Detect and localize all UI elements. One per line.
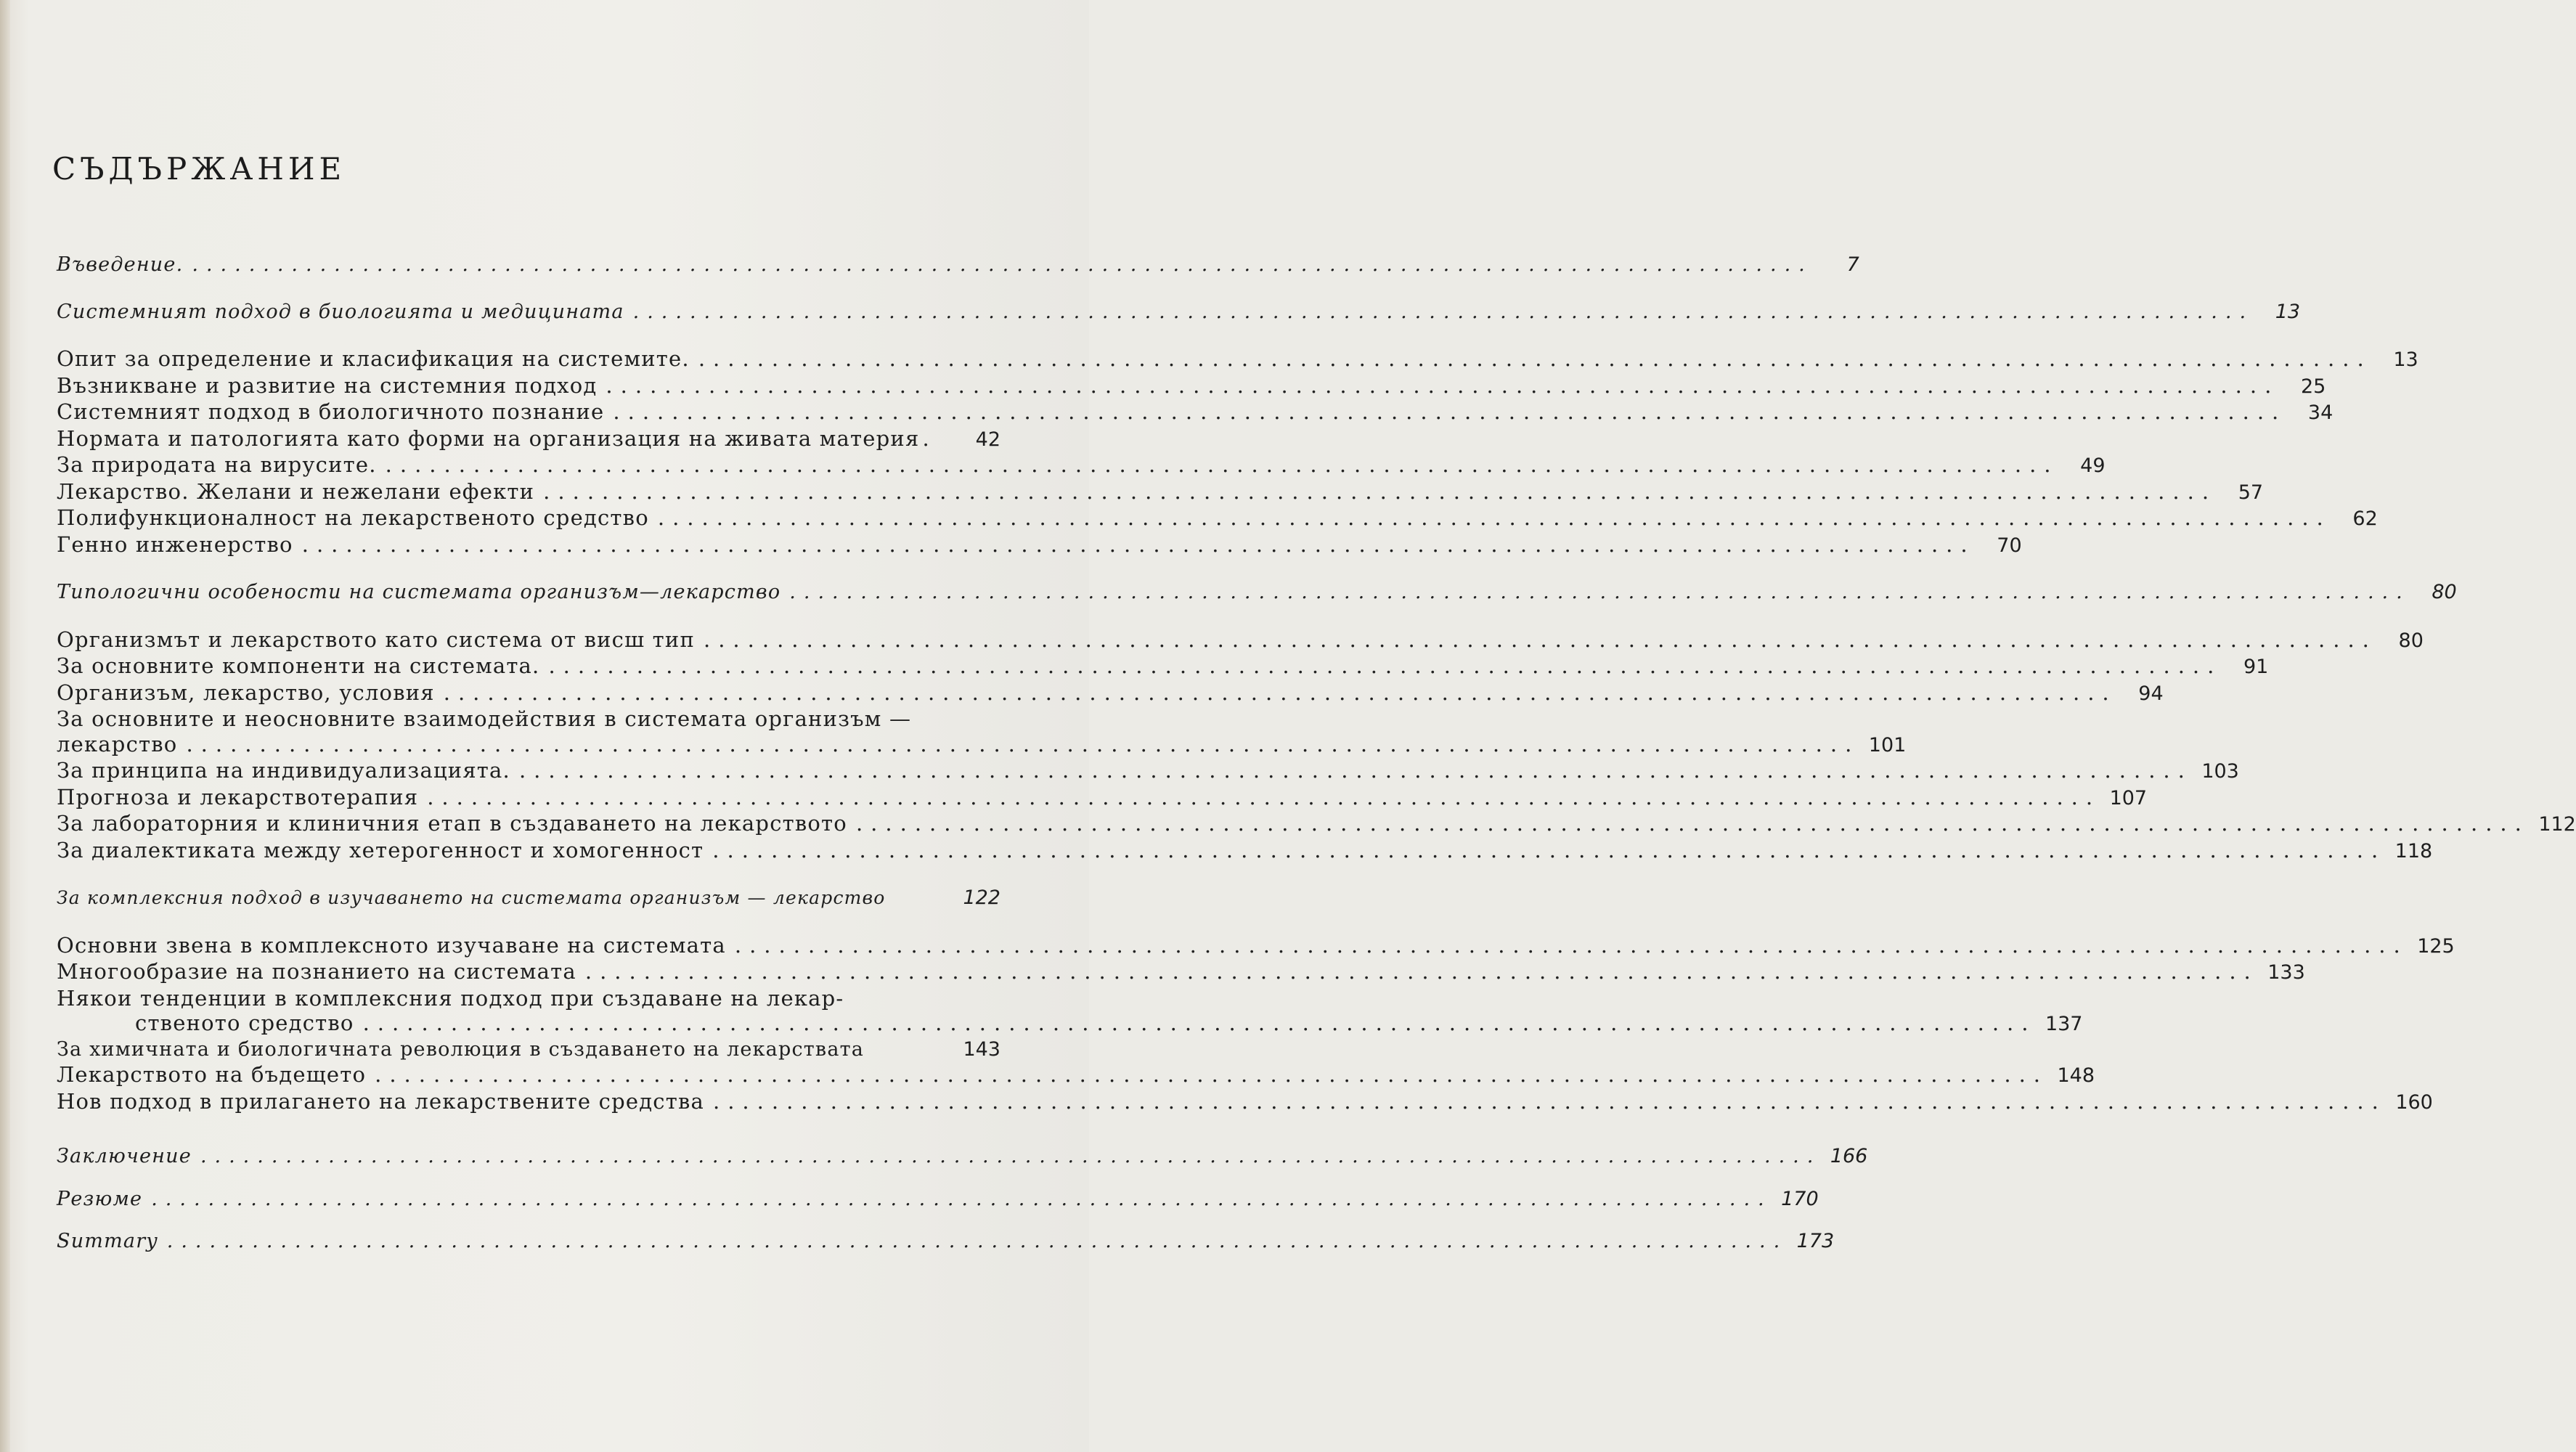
toc-page-number: 94 bbox=[2138, 682, 2164, 705]
toc-entry-title: За химичната и биологичната революция в създаването на лекарствата bbox=[57, 1037, 865, 1061]
page-fold-shadow bbox=[0, 0, 10, 1452]
leader-dots: .................................................................................................................. bbox=[200, 1145, 1822, 1167]
toc-page-number: 34 bbox=[2307, 401, 2334, 424]
leader-dots: .................................................................................................................. bbox=[789, 581, 2410, 603]
toc-entry-title: Възникване и развитие на системния подход bbox=[57, 372, 598, 398]
toc-entry-title: Резюме bbox=[57, 1187, 143, 1210]
toc-entry bbox=[57, 1229, 1835, 1255]
toc-entry bbox=[57, 372, 2326, 400]
toc-page-number: 125 bbox=[2417, 934, 2455, 958]
toc-entry bbox=[57, 531, 2022, 559]
leader-dots: .................................................................................................................. bbox=[166, 1230, 1788, 1252]
toc-page-number: 80 bbox=[2398, 629, 2424, 652]
toc-entry-title: Прогноза и лекарствотерапия bbox=[57, 784, 419, 809]
toc-entry bbox=[57, 452, 2106, 479]
toc-page-number: 13 bbox=[2275, 300, 2301, 323]
toc-page-number: 170 bbox=[1781, 1187, 1819, 1210]
leader-dots: .................................................................................................................. bbox=[548, 653, 2222, 678]
toc-entry bbox=[57, 1062, 2095, 1089]
toc-page-number: 62 bbox=[2352, 507, 2378, 530]
toc-entry-title: Нов подход в прилагането на лекарствените средства bbox=[57, 1088, 704, 1114]
toc-entry bbox=[57, 627, 2424, 654]
toc-page-number: 91 bbox=[2243, 656, 2269, 678]
toc-entry-title-continuation: ственото средство bbox=[135, 1011, 354, 1035]
toc-entry bbox=[57, 505, 2378, 532]
toc-entry bbox=[57, 653, 2269, 680]
toc-entry-title: Нормата и патологията като форми на организация на живата материя bbox=[57, 425, 920, 451]
toc-page-number: 160 bbox=[2395, 1090, 2433, 1114]
leader-dots: .................................................................................................................. bbox=[385, 452, 2059, 477]
toc-entry bbox=[57, 426, 1000, 453]
toc-entry bbox=[57, 399, 2334, 426]
toc-entry-title: За лабораторния и клиничния етап в създаването на лекарството bbox=[57, 811, 847, 836]
toc-entry-title: Многообразие на познанието на системата bbox=[57, 959, 576, 984]
toc-entry bbox=[57, 932, 2455, 960]
toc-entry-title: Опит за определение и класификация на системите. bbox=[57, 346, 690, 371]
leader-dots: .................................................................................................................. bbox=[632, 300, 2254, 323]
toc-page-number: 42 bbox=[975, 428, 1000, 451]
toc-entry-title: Типологични особености на системата организъм—лекарство bbox=[57, 581, 781, 603]
leader-dots: .................................................................................................................. bbox=[704, 627, 2377, 652]
toc-page-number: 133 bbox=[2267, 961, 2305, 984]
toc-entry bbox=[57, 837, 2433, 865]
toc-entry bbox=[57, 253, 1859, 278]
toc-entry-title: Организмът и лекарството като система от висш тип bbox=[57, 627, 695, 652]
toc-page-number: 103 bbox=[2201, 760, 2239, 783]
leader-dots: .................................................................................................................. bbox=[151, 1187, 1772, 1210]
toc-entry bbox=[57, 886, 1000, 911]
toc-entry bbox=[57, 959, 2305, 986]
toc-page-number: 137 bbox=[2045, 1013, 2083, 1035]
toc-entry-title: Генно инженерство bbox=[57, 531, 293, 557]
leader-dots: .................................................................................................................. bbox=[657, 505, 2331, 530]
leader-dots: .................................................................................................................. bbox=[192, 253, 1813, 276]
toc-entry-title-line1: Някои тенденции в комплексния подход при създаване на лекар- bbox=[57, 985, 844, 1011]
leader-dots: .................................................................................................................. bbox=[734, 932, 2408, 958]
toc-entry bbox=[57, 811, 2576, 838]
leader-dots: .................................................................................................................. bbox=[584, 959, 2259, 984]
toc-entry-title: За основните компоненти на системата. bbox=[57, 653, 540, 678]
toc-entry-title: Организъм, лекарство, условия bbox=[57, 680, 435, 705]
toc-entry-title: Полифункционалност на лекарственото средство bbox=[57, 505, 649, 530]
toc-entry-title: Основни звена в комплексното изучаване на системата bbox=[57, 932, 726, 958]
toc-page-number: 118 bbox=[2394, 839, 2433, 862]
toc-page-number: 107 bbox=[2109, 786, 2148, 809]
toc-entry-title: Лекарството на бъдещето bbox=[57, 1062, 367, 1087]
toc-entry bbox=[57, 1187, 1819, 1212]
toc-entry-title-continuation: лекарство bbox=[57, 731, 178, 756]
toc-page-number: 25 bbox=[2300, 375, 2326, 398]
toc-entry bbox=[57, 1088, 2433, 1116]
toc-entry-title: Лекарство. Желани и нежелани ефекти bbox=[57, 478, 535, 504]
toc-page-number: 166 bbox=[1830, 1145, 1868, 1167]
toc-entry bbox=[57, 758, 2239, 785]
leader-dots: .................................................................................................................. bbox=[518, 758, 2193, 783]
leader-dots: .................................................................................................................. bbox=[443, 680, 2117, 705]
toc-page-number: 143 bbox=[963, 1037, 1000, 1061]
toc-entry-title-line1: За основните и неосновните взаимодействия в системата организъм — bbox=[57, 706, 912, 731]
leader-dots: .................................................................................................................. bbox=[855, 811, 2530, 836]
leader-dots: .................................................................................................................. bbox=[186, 731, 1860, 756]
toc-entry bbox=[57, 300, 2301, 325]
leader-dots: .................................................................................................................. bbox=[613, 399, 2287, 424]
toc-entry-title: Системният подход в биологията и медицината bbox=[57, 300, 624, 323]
toc-entry bbox=[57, 680, 2164, 707]
leader-dots: .................................................................................................................. bbox=[375, 1062, 2049, 1087]
toc-page-number: 148 bbox=[2057, 1064, 2095, 1087]
page-title: СЪДЪРЖАНИЕ bbox=[52, 151, 346, 187]
toc-entry bbox=[57, 1037, 1000, 1063]
toc-entry-title: Въведение. bbox=[57, 253, 184, 276]
toc-entry bbox=[57, 346, 2418, 373]
leader-dots: .................................................................................................................. bbox=[712, 1088, 2387, 1114]
leader-dots: .................................................................................................................. bbox=[606, 372, 2280, 398]
leader-dots: .................................................................................................................. bbox=[362, 1011, 2037, 1035]
toc-page-number: 49 bbox=[2080, 454, 2106, 477]
toc-page-number: 173 bbox=[1796, 1230, 1835, 1252]
table-of-contents bbox=[57, 253, 2576, 1255]
toc-entry bbox=[57, 580, 2457, 605]
toc-entry bbox=[57, 478, 2264, 506]
toc-entry-title: За диалектиката между хетерогенност и хомогенност bbox=[57, 837, 704, 862]
toc-entry-title: За комплексния подход в изучаването на системата организъм — лекарство bbox=[57, 887, 886, 908]
toc-entry bbox=[57, 731, 1907, 759]
toc-entry-title: За природата на вирусите. bbox=[57, 452, 377, 477]
toc-page-number: 70 bbox=[1997, 534, 2022, 557]
leader-dots: . bbox=[922, 425, 937, 451]
leader-dots: .................................................................................................................. bbox=[543, 478, 2217, 504]
toc-page-number: 57 bbox=[2238, 481, 2264, 504]
leader-dots: .................................................................................................................. bbox=[301, 531, 1976, 557]
toc-page-number: 13 bbox=[2393, 348, 2418, 371]
toc-entry bbox=[57, 1011, 2083, 1037]
toc-entry bbox=[57, 784, 2148, 812]
toc-entry bbox=[57, 1144, 1868, 1170]
toc-entry-title: Системният подход в биологичното познание bbox=[57, 399, 605, 424]
toc-entry-title: За принципа на индивидуализацията. bbox=[57, 758, 510, 783]
leader-dots: .................................................................................................................. bbox=[712, 837, 2387, 862]
toc-entry-title: Summary bbox=[57, 1230, 158, 1252]
leader-dots: .................................................................................................................. bbox=[698, 346, 2372, 371]
toc-page-number: 122 bbox=[963, 886, 1000, 909]
toc-page-number: 112 bbox=[2538, 813, 2576, 836]
toc-page-number: 7 bbox=[1846, 253, 1859, 276]
toc-page-number: 80 bbox=[2432, 581, 2457, 603]
toc-entry-title: Заключение bbox=[57, 1145, 192, 1167]
leader-dots: .................................................................................................................. bbox=[427, 784, 2101, 809]
toc-page-number: 101 bbox=[1868, 733, 1907, 756]
